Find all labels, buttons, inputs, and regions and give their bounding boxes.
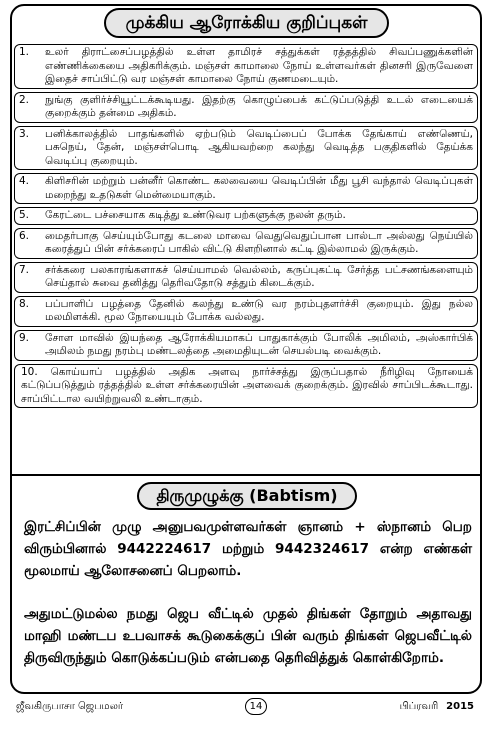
tip-text: நுங்கு குளிர்ச்சியூட்டக்கூடியது. இதற்கு கொழுப்பைக் கட்டுப்படுத்தி உடல் எடையைக் குறைக்கும் தன்மை அதிகம். [45, 93, 473, 119]
tip-number: 8. [19, 297, 30, 310]
issue-month: பிப்ரவரி [399, 701, 439, 712]
tip-text: கேரட்டை பச்சையாக கடித்து உண்டுவர பற்களுக்கு நலன் தரும். [45, 209, 346, 221]
tip-number: 9. [19, 331, 30, 344]
magazine-name: ஜீவகிருபாசா ஜெபமலர் [16, 701, 124, 712]
list-item [14, 262, 478, 293]
list-item [14, 92, 478, 123]
issue-year: 2015 [446, 701, 474, 712]
tip-text: பப்பாளிப் பழத்தை தேனில் கலந்து உண்டு வர நரம்புதளர்ச்சி குறையும். இது நல்ல மலமிளக்கி. மூல நோயையும் போக்க வல்லது. [45, 297, 473, 323]
tip-text: கொய்யாப் பழத்தில் அதிக அளவு நார்ச்சத்து இருப்பதால் நீரிழிவு நோயைக் கட்டுப்படுத்தும் ரத்தத்தில் உள்ள சர்க்கரையின் அளவைக் குறைக்கும். இரவில் சாப்பிடக்கூடாது. சாப்பிட்டால வயிற்றுவலி உண்டாகும். [21, 365, 473, 405]
list-item [14, 364, 478, 409]
list-item [14, 330, 478, 361]
list-item [14, 126, 478, 171]
list-item [14, 296, 478, 327]
page-title: முக்கிய ஆரோக்கிய குறிப்புகள் [104, 8, 389, 38]
baptism-paragraph-1: இரட்சிப்பின் முழு அனுபவமுள்ளவர்கள் ஞானம் + ஸ்நானம் பெற விரும்பினால் 9442224617 மற்றும் 9442324617 என்ற எண்கள் மூலமாய் ஆலோசனைப் பெறலாம். [24, 519, 472, 579]
baptism-paragraph-2: அதுமட்டுமல்ல நமது ஜெப வீட்டில் முதல் திங்கள் தோறும் அதாவது மாஹி மண்டப உபவாசக் கூடுகைக்குப் பின் வரும் திங்கள் ஜெபவீட்டில் திருவிருந்தும் கொடுக்கப்படும் என்பதை தெரிவித்துக் கொள்கிறோம். [24, 606, 472, 666]
section-divider [10, 474, 482, 476]
list-item [14, 173, 478, 204]
health-tips-list [14, 44, 478, 411]
tip-text: சோள மாவில் இயந்தை ஆரோக்கியமாகப் பாதுகாக்கும் போலிக் அமிலம், அஸ்கார்பிக் அமிலம் நமது நரம்பு மண்டலத்தை அமைதியுடன் செயல்படி வைக்கும். [45, 331, 473, 357]
tip-text: மைதர்பாகு செய்யும்போது கடலை மாவை வெதுவெதுப்பான பால்டா அல்லது நெய்யில் கரைத்துப் பின் சர்க்கரைப் பாகில் விட்டு கிளறினால் கட்டி இல்லாமல் இருக்கும். [45, 229, 473, 255]
tip-text: சர்க்கரை பலகாரங்களாகச் செய்யாமல் வெல்லம், கருப்புகட்டி சேர்த்த பட்சணங்களையும் செய்தால் சுவை தனித்து தெரிவதோடு சத்தும் கிடைக்கும். [45, 263, 473, 289]
page-number: 14 [245, 698, 267, 715]
tip-number: 10. [21, 365, 38, 378]
list-item [14, 44, 478, 89]
tip-number: 4. [19, 175, 30, 187]
tip-number: 7. [19, 263, 30, 276]
tip-text: கிளிசரின் மற்றும் பன்னீர் கொண்ட கலவையை வெடிப்பின் மீது பூசி வந்தால் வெடிப்புகள் மறைந்து உதடுகள் மென்மையாகும். [45, 175, 473, 201]
list-item [14, 228, 478, 259]
page-footer [12, 697, 482, 717]
issue-date [400, 697, 474, 717]
tip-text: உலர் திராட்சைப்பழத்தில் உள்ள தாமிரச் சத்துக்கள் ரத்தத்தில் சிவப்பணுக்களின் எண்ணிக்கையை அதிகரிக்கும். மஞ்சள் காமாலை நோய் உள்ளவர்கள் தினசரி இருவேளை இதைச் சாப்பிட்டு வர மஞ்சள் காமாலை நோய் குணமடையும். [45, 46, 473, 85]
tip-text: பனிக்காலத்தில் பாதங்களில் ஏற்படும் வெடிப்பைப் போக்க தேங்காய் எண்ணெய், பசுநெய், தேன், மஞ்சள்பொடி ஆகியவற்றை கலந்து வெடித்த பகுதிகளில் தேய்க்க வெடிப்பு குறையும். [45, 127, 473, 167]
tip-number: 2. [19, 93, 30, 106]
tip-number: 3. [19, 127, 30, 140]
tip-number: 5. [19, 209, 30, 221]
tip-number: 1. [19, 46, 30, 58]
list-item [14, 207, 478, 225]
tip-number: 6. [19, 229, 30, 242]
baptism-title: திருமுழுக்கு (Babtism) [137, 482, 357, 510]
